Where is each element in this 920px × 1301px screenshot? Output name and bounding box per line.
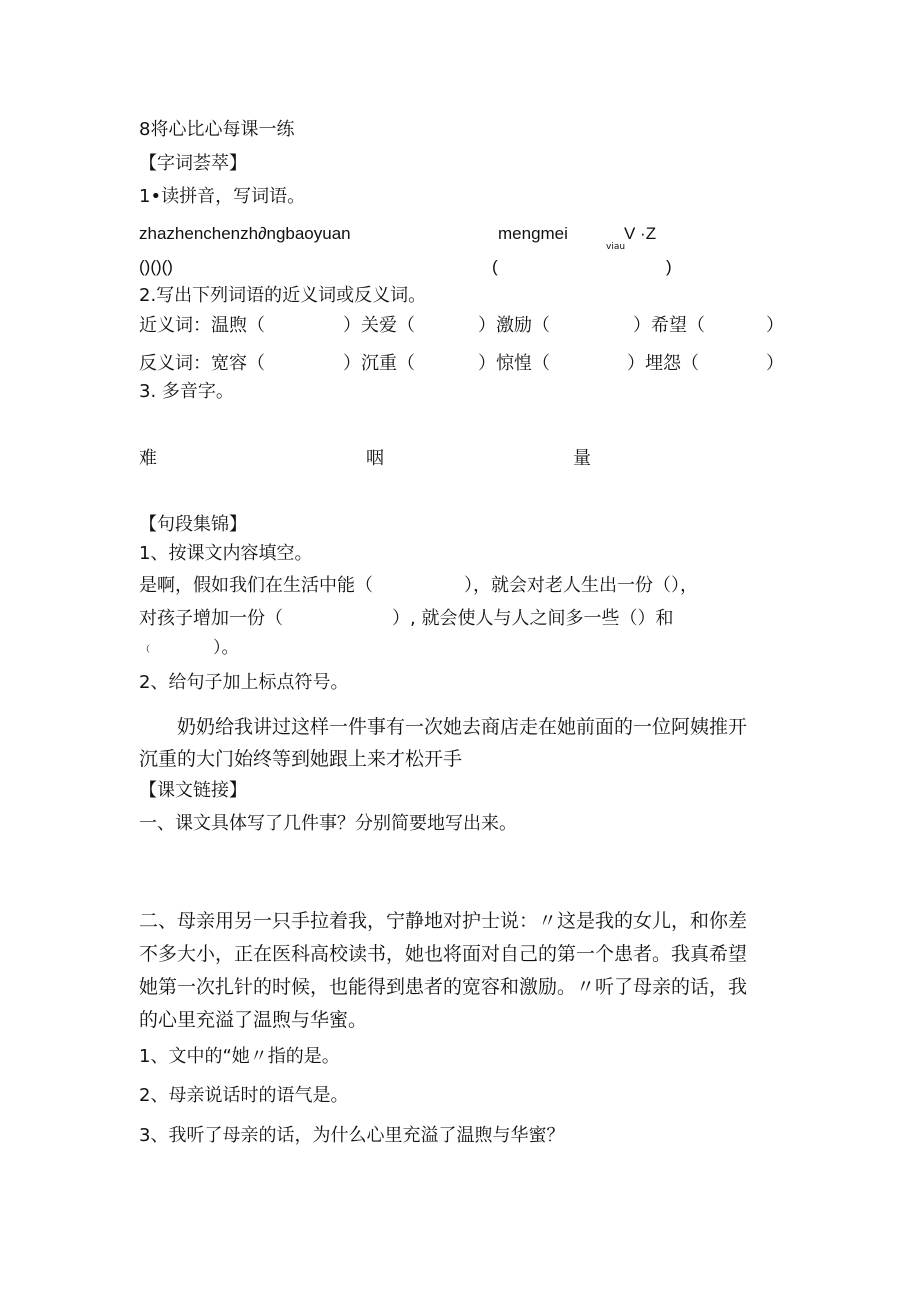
pinyin-prompt-a: zhazhenchenzh∂ngbaoyuan [139,224,351,243]
reading-passage-line: 她第一次扎针的时候，也能得到患者的宽容和激励。〃听了母亲的话，我 [139,976,748,998]
antonym-item: ）沉重（ [343,353,415,374]
synonym-item: ） [766,315,784,336]
antonym-item: ）惊惶（ [478,353,550,374]
question-pinyin-label: 1•读拼音，写词语。 [139,186,306,207]
synonym-item: ）希望（ [633,315,705,336]
polyphone-char: 难 [139,448,157,469]
synonym-row-label: 近义词：温煦（ [139,315,265,336]
pinyin-prompt-c-small: viau [606,242,626,252]
answer-blanks-a: ()()() [139,257,173,276]
question-synonym-label: 2.写出下列词语的近义词或反义词。 [139,285,427,306]
section-header-lesson-link: 【课文链接】 [139,780,247,801]
synonym-item: ）激励（ [478,315,550,336]
polyphone-char: 量 [573,448,591,469]
pinyin-prompt-b: mengmei [498,224,568,243]
section-header-vocab: 【字词荟萃】 [139,153,247,174]
question-events: 一、课文具体写了几件事？分别简要地写出来。 [139,813,517,834]
fill-line-1b: ），就会对老人生出一份（）， [464,575,698,596]
fill-line-3b: ）。 [213,638,239,658]
answer-blank-b-close: ) [666,257,672,276]
reading-question-3: 3、我听了母亲的话，为什么心里充溢了温煦与华蜜？ [139,1125,565,1146]
pinyin-prompt-c: V ·Z [624,224,657,243]
synonym-item: ）关爱（ [343,315,415,336]
punctuation-passage-line: 沉重的大门始终等到她跟上来才松开手 [139,748,463,770]
answer-blank-b-open: ( [492,257,498,276]
polyphone-char: 咽 [366,448,384,469]
fill-line-3a: （ [141,645,151,655]
punctuation-passage-line: 奶奶给我讲过这样一件事有一次她去商店走在她前面的一位阿姨推开 [177,716,748,738]
fill-line-1a: 是啊，假如我们在生活中能（ [139,575,373,596]
question-punctuation-label: 2、给句子加上标点符号。 [139,672,349,693]
reading-passage-line: 不多大小，正在医科高校读书，她也将面对自己的第一个患者。我真希望 [139,943,748,965]
fill-line-2a: 对孩子增加一份（ [139,608,283,629]
question-polyphone-label: 3. 多音字。 [139,381,234,402]
reading-passage-line: 的心里充溢了温煦与华蜜。 [139,1009,368,1031]
worksheet-title: 8将心比心每课一练 [139,119,295,140]
reading-passage-line: 二、母亲用另一只手拉着我，宁静地对护士说：〃这是我的女儿，和你差 [139,910,748,932]
fill-line-2b: ）, 就会使人与人之间多一些（）和 [392,608,674,629]
antonym-item: ）埋怨（ [627,353,699,374]
antonym-item: ） [766,353,784,374]
question-fill-label: 1、按课文内容填空。 [139,543,313,564]
antonym-row-label: 反义词：宽容（ [139,353,265,374]
section-header-passage: 【句段集锦】 [139,514,247,535]
reading-question-2: 2、母亲说话时的语气是。 [139,1085,349,1106]
reading-question-1: 1、文中的“她〃指的是。 [139,1046,340,1067]
